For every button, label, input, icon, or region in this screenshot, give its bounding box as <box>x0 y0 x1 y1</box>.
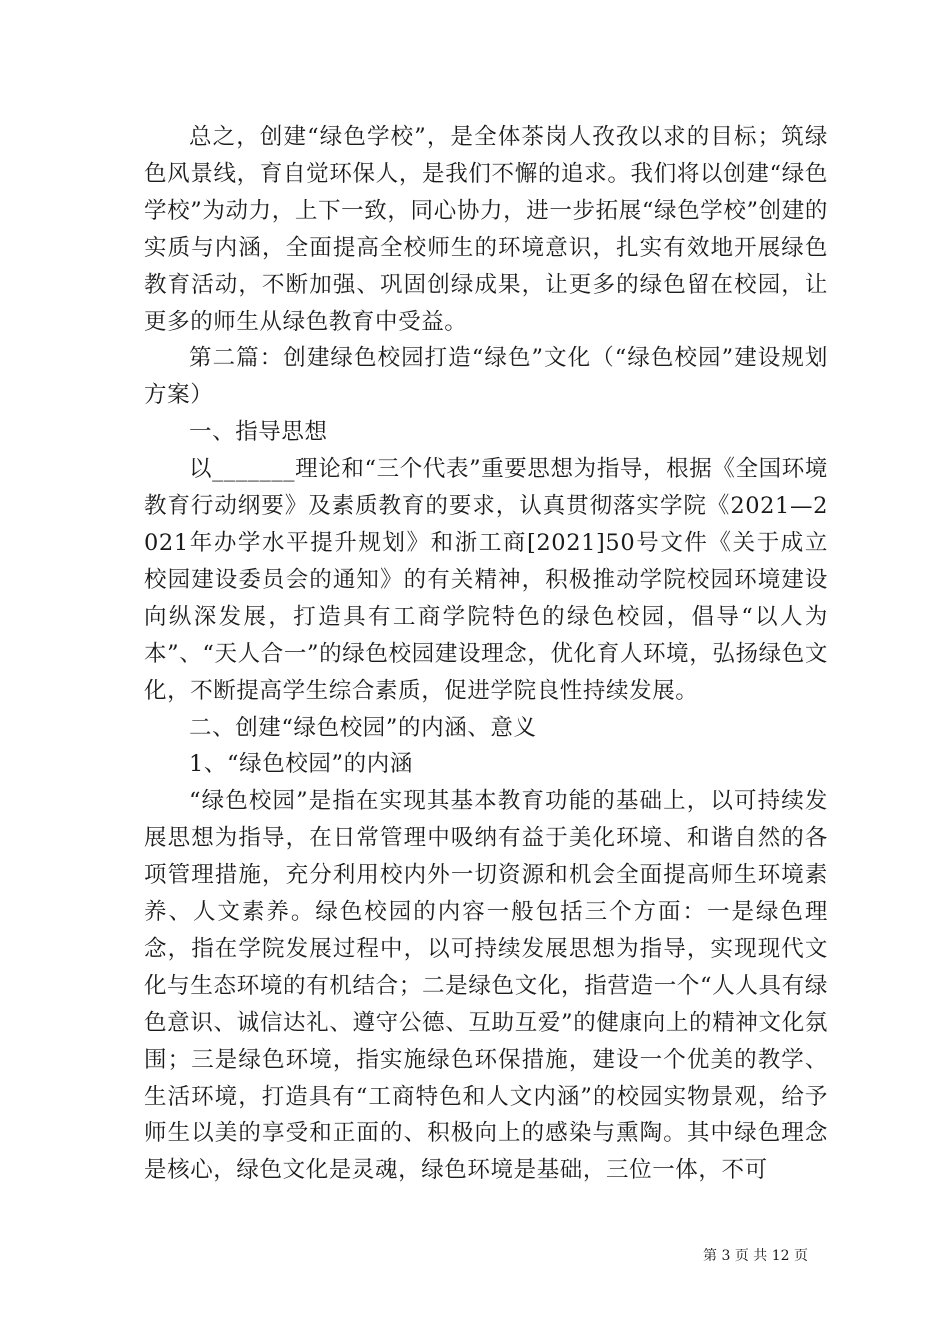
heading-connotation: 1、“绿色校园”的内涵 <box>189 751 413 778</box>
document-body <box>144 119 828 1189</box>
paragraph-connotation: “绿色校园”是指在实现其基本教育功能的基础上，以可持续发展思想为指导，在日常管理中吸纳有益于美化环境、和谐自然的各项管理措施，充分利用校内外一切资源和机会全面提高师生环境素养、人文素养。绿色校园的内容一般包括三个方面：一是绿色理念，指在学院发展过程中，以可持续发展思想为指导，实现现代文化与生态环境的有机结合；二是绿色文化，指营造一个“人人具有绿色意识、诚信达礼、遵守公德、互助互爱”的健康向上的精神文化氛围；三是绿色环境，指实施绿色环保措施，建设一个优美的教学、生活环境，打造具有“工商特色和人文内涵”的校园实物景观，给予师生以美的享受和正面的、积极向上的感染与熏陶。其中绿色理念是核心，绿色文化是灵魂，绿色环境是基础，三位一体，不可 <box>144 788 828 1184</box>
paragraph-guiding-thought: 以_______理论和“三个代表”重要思想为指导，根据《全国环境教育行动纲要》及素质教育的要求，认真贯彻落实学院《2021—2021年办学水平提升规划》和浙工商[2021]50号文件《关于成立校园建设委员会的通知》的有关精神，积极推动学院校园环境建设向纵深发展，打造具有工商学院特色的绿色校园，倡导“以人为本”、“天人合一”的绿色校园建设理念，优化育人环境，弘扬绿色文化，不断提高学生综合素质，促进学院良性持续发展。 <box>144 456 828 704</box>
page-number-footer: 第 3 页 共 12 页 <box>703 1248 808 1264</box>
heading-second-article: 第二篇：创建绿色校园打造“绿色”文化（“绿色校园”建设规划方案） <box>144 345 828 409</box>
paragraph-conclusion: 总之，创建“绿色学校”，是全体茶岗人孜孜以求的目标；筑绿色风景线，育自觉环保人，是我们不懈的追求。我们将以创建“绿色学校”为动力，上下一致，同心协力，进一步拓展“绿色学校”创建的实质与内涵，全面提高全校师生的环境意识，扎实有效地开展绿色教育活动，不断加强、巩固创绿成果，让更多的绿色留在校园，让更多的师生从绿色教育中受益。 <box>144 124 828 335</box>
heading-guiding-thought: 一、指导思想 <box>189 419 328 446</box>
heading-connotation-significance: 二、创建“绿色校园”的内涵、意义 <box>189 714 537 741</box>
